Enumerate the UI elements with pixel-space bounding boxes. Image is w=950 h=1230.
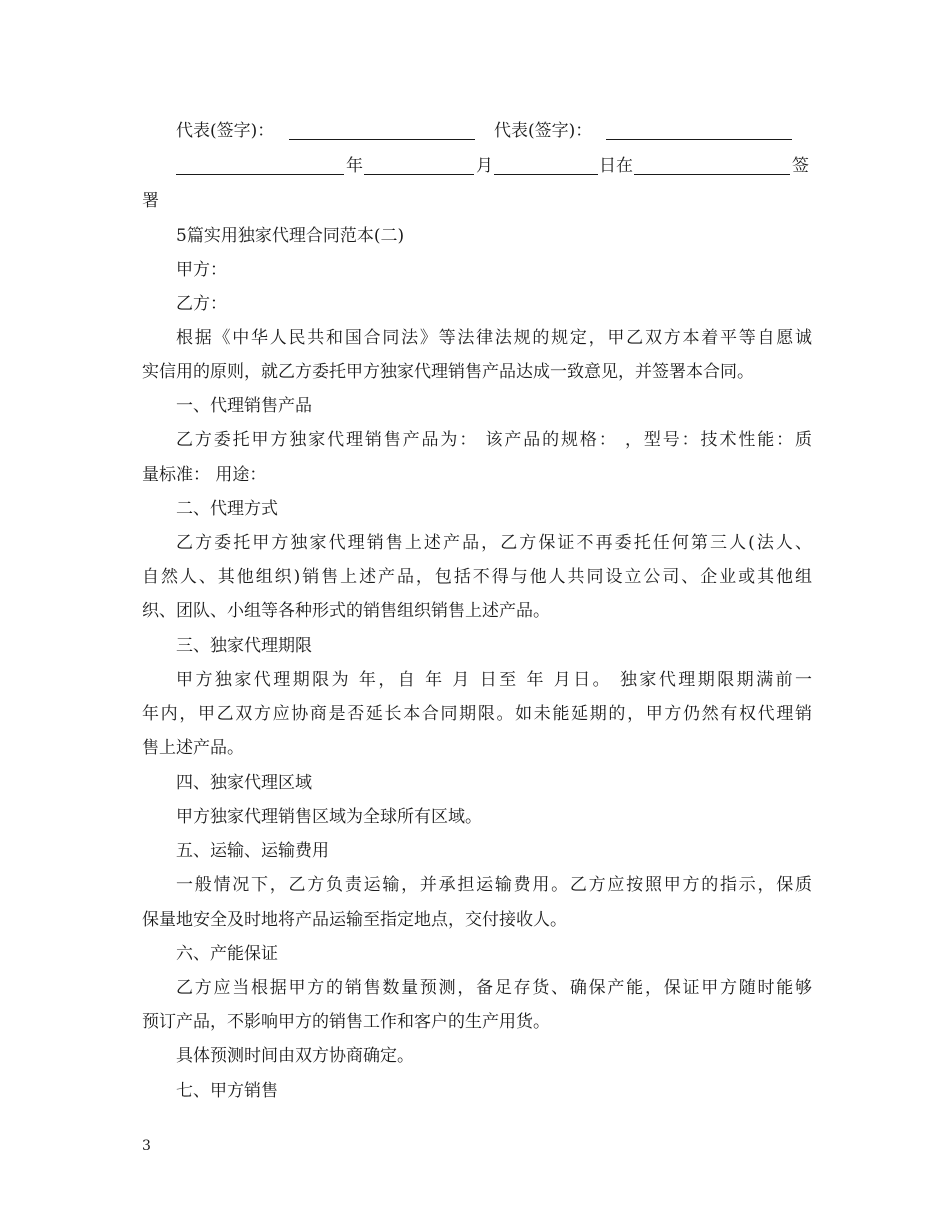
date-day-blank: [494, 174, 598, 175]
date-year-blank: [176, 174, 344, 175]
intro-line-2: 实信用的原则，就乙方委托甲方独家代理销售产品达成一致意见，并签署本合同。: [142, 362, 754, 382]
section-2-line-2: 自然人、其他组织)销售上述产品，包括不得与他人共同设立公司、企业或其他组: [142, 567, 812, 587]
rep-a-signature-blank: [289, 139, 475, 140]
date-month-blank: [364, 174, 474, 175]
section-2-heading: 二、代理方式: [176, 499, 278, 519]
section-3-line-1: 甲方独家代理期限为 年，自 年 月 日至 年 月日。 独家代理期限期满前一: [176, 670, 812, 690]
section-4-heading: 四、独家代理区域: [176, 773, 312, 793]
section-7-heading: 七、甲方销售: [176, 1081, 278, 1101]
place-blank: [634, 174, 790, 175]
section-3-line-3: 售上述产品。: [142, 738, 244, 758]
section-2-line-3: 织、团队、小组等各种形式的销售组织销售上述产品。: [142, 601, 550, 621]
section-4-line-1: 甲方独家代理销售区域为全球所有区域。: [176, 807, 482, 827]
party-b-line: 乙方：: [176, 294, 227, 314]
party-a-line: 甲方：: [176, 260, 227, 280]
rep-b-signature-blank: [606, 139, 792, 140]
year-label: 年: [346, 156, 363, 176]
month-label: 月: [476, 156, 493, 176]
section-5-line-2: 保量地安全及时地将产品运输至指定地点，交付接收人。: [142, 910, 567, 930]
section-1-heading: 一、代理销售产品: [176, 396, 312, 416]
section-1-line-2: 量标准： 用途：: [142, 465, 267, 485]
sign-label-part2: 署: [142, 191, 159, 211]
section-6-line-3: 具体预测时间由双方协商确定。: [176, 1046, 414, 1066]
section-2-line-1: 乙方委托甲方独家代理销售上述产品，乙方保证不再委托任何第三人(法人、: [176, 533, 812, 553]
sign-label-part1: 签: [792, 156, 809, 176]
section-6-heading: 六、产能保证: [176, 944, 278, 964]
rep-b-label: 代表(签字)：: [494, 121, 593, 141]
section-5-line-1: 一般情况下，乙方负责运输，并承担运输费用。乙方应按照甲方的指示，保质: [176, 875, 812, 895]
page-number: 3: [142, 1138, 151, 1154]
section-5-heading: 五、运输、运输费用: [176, 841, 329, 861]
section-6-line-2: 预订产品，不影响甲方的销售工作和客户的生产用货。: [142, 1012, 550, 1032]
section-3-line-2: 年内，甲乙双方应协商是否延长本合同期限。如未能延期的，甲方仍然有权代理销: [142, 704, 812, 724]
intro-line-1: 根据《中华人民共和国合同法》等法律法规的规定，甲乙双方本着平等自愿诚: [176, 328, 812, 348]
document-title: 5篇实用独家代理合同范本(二): [176, 226, 405, 246]
section-6-line-1: 乙方应当根据甲方的销售数量预测，备足存货、确保产能，保证甲方随时能够: [176, 978, 812, 998]
section-3-heading: 三、独家代理期限: [176, 636, 312, 656]
section-1-line-1: 乙方委托甲方独家代理销售产品为： 该产品的规格： ，型号：技术性能：质: [176, 430, 812, 450]
day-at-label: 日在: [599, 156, 633, 176]
rep-a-label: 代表(签字)：: [176, 121, 275, 141]
